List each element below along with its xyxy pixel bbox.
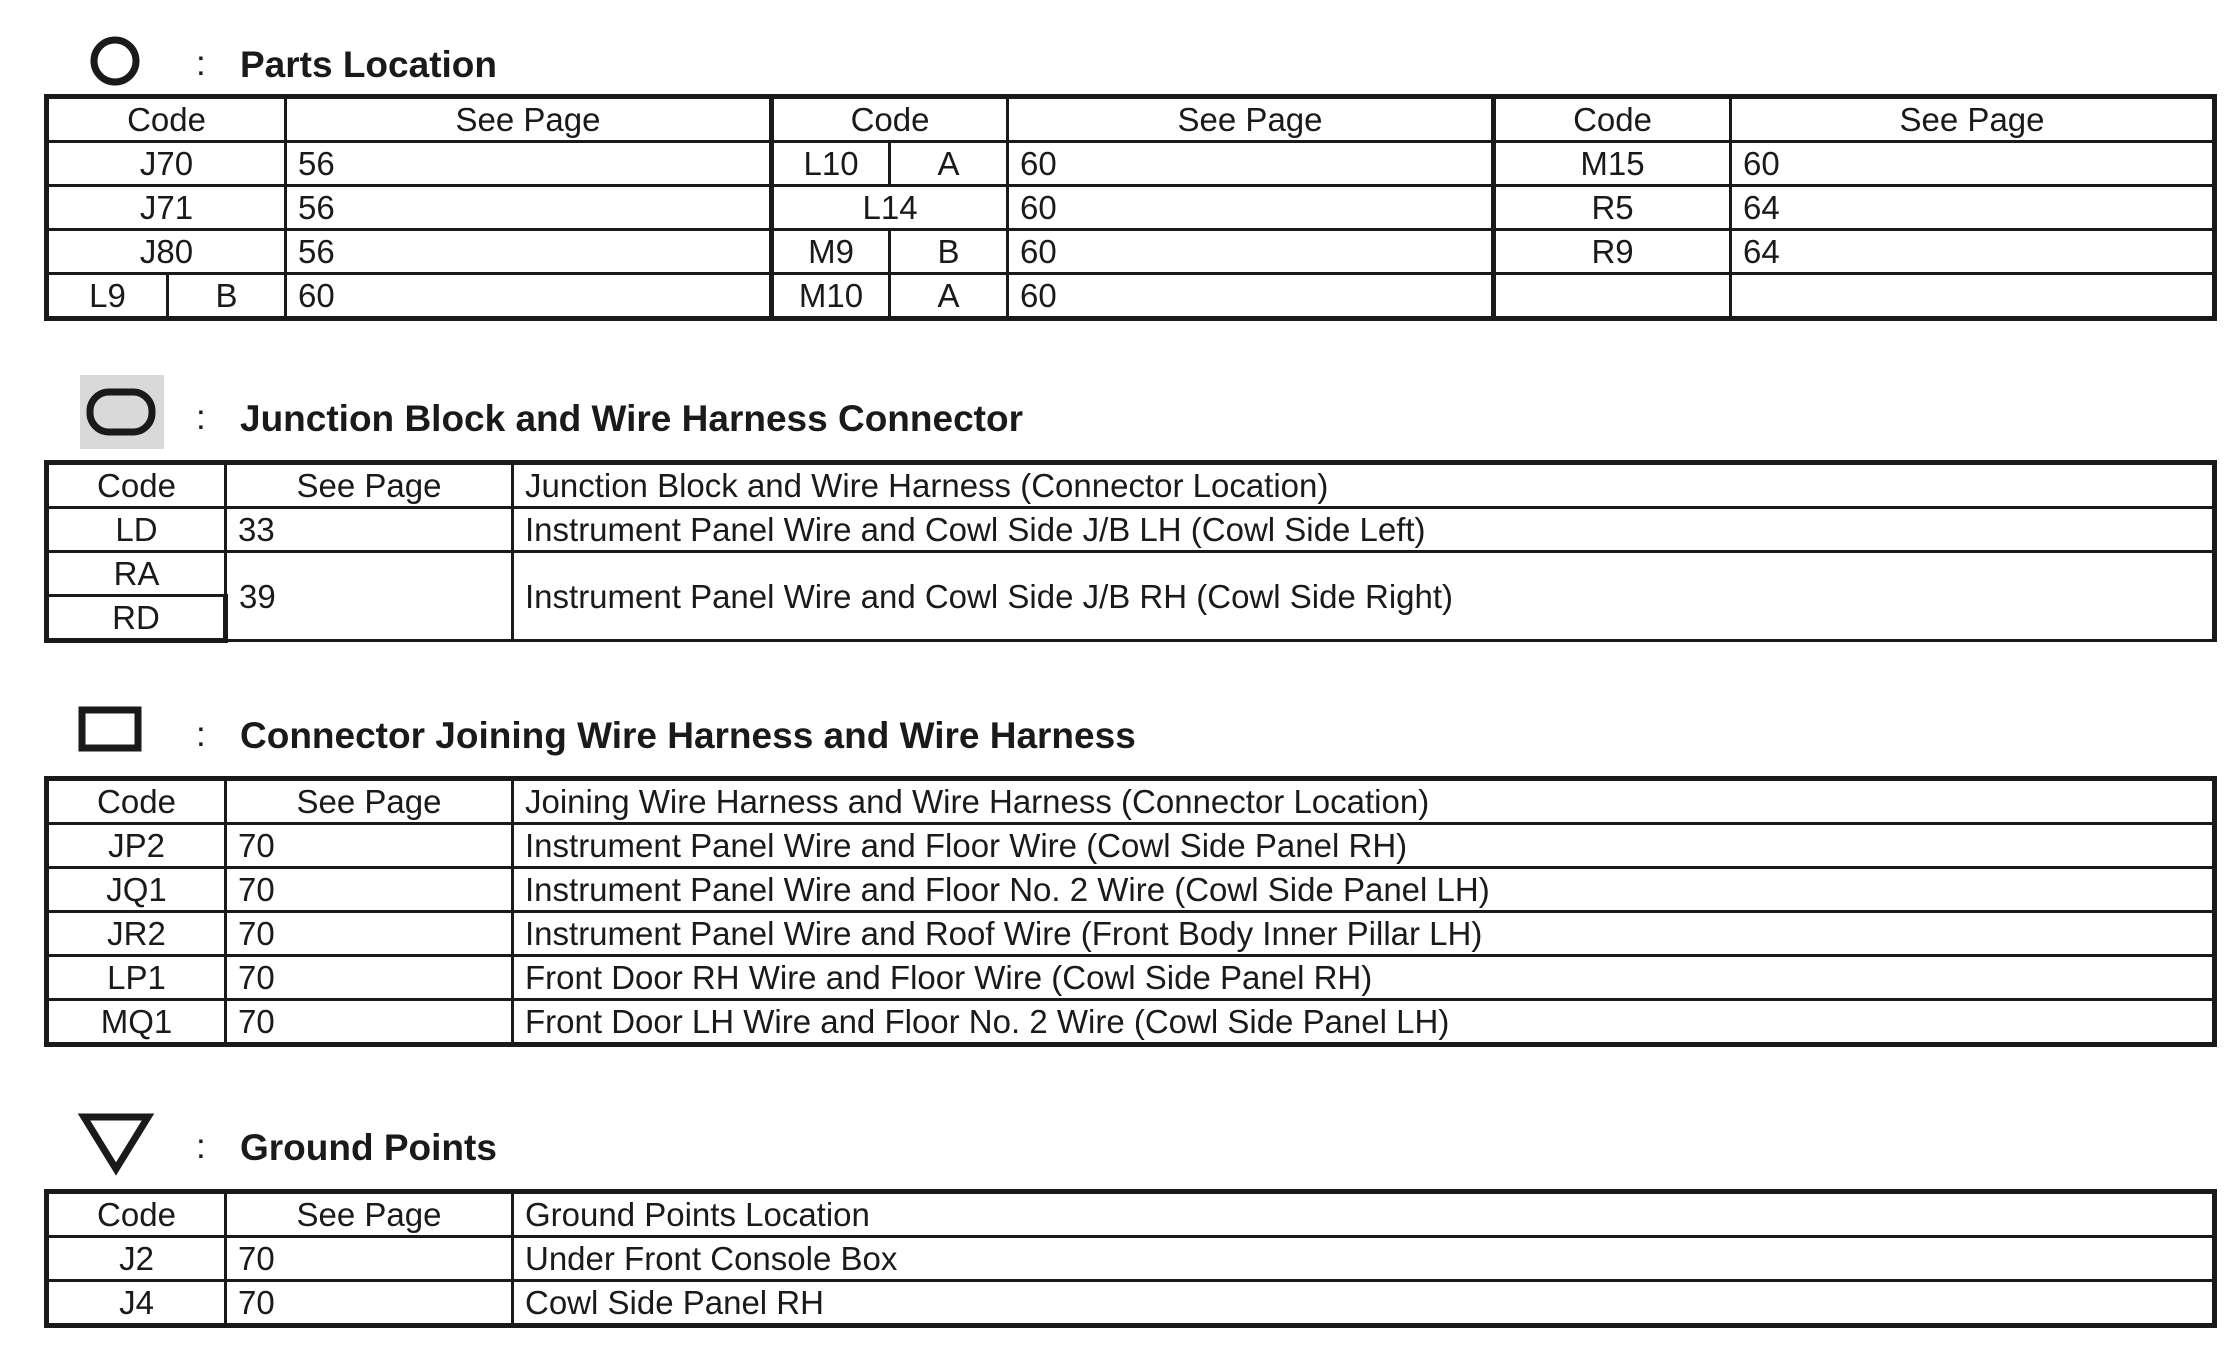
- table-row: [47, 230, 2215, 274]
- ground-points-table: [44, 1189, 2217, 1328]
- square-icon: [78, 705, 144, 755]
- circle-icon: [88, 34, 142, 88]
- table-header-row: [47, 463, 2215, 508]
- page-cell: 60: [1008, 142, 1494, 186]
- page-cell: 39: [226, 552, 513, 641]
- table-row: [47, 142, 2215, 186]
- section-colon: :: [196, 398, 206, 437]
- header-cell: Code: [47, 779, 226, 824]
- header-cell: Code: [47, 1192, 226, 1237]
- page-cell: 70: [226, 1281, 513, 1326]
- table-row: [47, 956, 2215, 1000]
- parts-location-table: [44, 94, 2217, 321]
- page-cell: 70: [226, 868, 513, 912]
- page-cell: [1731, 274, 2215, 319]
- desc-cell: Instrument Panel Wire and Floor Wire (Cowl Side Panel RH): [513, 824, 2215, 868]
- code-cell: JP2: [47, 824, 226, 868]
- table-row: [47, 824, 2215, 868]
- page-cell: 60: [286, 274, 772, 319]
- code-cell: RA: [47, 552, 226, 596]
- code-cell: J2: [47, 1237, 226, 1281]
- header-cell: Code: [47, 97, 286, 142]
- header-cell: See Page: [1731, 97, 2215, 142]
- page-cell: 60: [1008, 274, 1494, 319]
- code-cell: J80: [47, 230, 286, 274]
- table-header-row: [47, 97, 2215, 142]
- header-cell: Junction Block and Wire Harness (Connector Location): [513, 463, 2215, 508]
- desc-cell: Front Door LH Wire and Floor No. 2 Wire (Cowl Side Panel LH): [513, 1000, 2215, 1045]
- ground-points-header: [0, 1113, 2240, 1193]
- table-header-row: [47, 1192, 2215, 1237]
- header-cell: Code: [1494, 97, 1731, 142]
- triangle-down-icon: [76, 1109, 156, 1179]
- page-cell: 70: [226, 1000, 513, 1045]
- code-cell: RD: [47, 596, 226, 641]
- section-colon: :: [196, 1127, 206, 1166]
- table-row: [47, 186, 2215, 230]
- table-row: [47, 1237, 2215, 1281]
- section-title: Junction Block and Wire Harness Connector: [240, 398, 1023, 439]
- code-cell: [1494, 274, 1731, 319]
- code-cell: JQ1: [47, 868, 226, 912]
- desc-cell: Cowl Side Panel RH: [513, 1281, 2215, 1326]
- header-cell: Code: [47, 463, 226, 508]
- page-cell: 70: [226, 956, 513, 1000]
- code-cell: J71: [47, 186, 286, 230]
- sub-code-cell: A: [890, 274, 1008, 319]
- section-colon: :: [196, 715, 206, 754]
- table-header-row: [47, 779, 2215, 824]
- page-cell: 70: [226, 1237, 513, 1281]
- code-cell: M9: [772, 230, 890, 274]
- header-cell: See Page: [226, 779, 513, 824]
- desc-cell: Instrument Panel Wire and Cowl Side J/B LH (Cowl Side Left): [513, 508, 2215, 552]
- desc-cell: Instrument Panel Wire and Floor No. 2 Wire (Cowl Side Panel LH): [513, 868, 2215, 912]
- desc-cell: Instrument Panel Wire and Cowl Side J/B RH (Cowl Side Right): [513, 552, 2215, 641]
- table-row: [47, 508, 2215, 552]
- section-colon: :: [196, 44, 206, 83]
- code-cell: J4: [47, 1281, 226, 1326]
- code-cell: LD: [47, 508, 226, 552]
- code-cell: M15: [1494, 142, 1731, 186]
- header-cell: See Page: [226, 463, 513, 508]
- page-cell: 60: [1008, 230, 1494, 274]
- page-cell: 56: [286, 142, 772, 186]
- sub-code-cell: A: [890, 142, 1008, 186]
- page-cell: 64: [1731, 186, 2215, 230]
- header-cell: See Page: [286, 97, 772, 142]
- desc-cell: Under Front Console Box: [513, 1237, 2215, 1281]
- desc-cell: Front Door RH Wire and Floor Wire (Cowl Side Panel RH): [513, 956, 2215, 1000]
- connector-joining-table: [44, 776, 2217, 1047]
- page-cell: 33: [226, 508, 513, 552]
- code-cell: L14: [772, 186, 1008, 230]
- page-cell: 56: [286, 230, 772, 274]
- table-row: [47, 552, 2215, 596]
- rounded-rect-icon-bg: [80, 375, 164, 449]
- table-row: [47, 912, 2215, 956]
- section-title: Parts Location: [240, 44, 497, 85]
- table-row: [47, 1000, 2215, 1045]
- header-cell: Ground Points Location: [513, 1192, 2215, 1237]
- header-cell: Code: [772, 97, 1008, 142]
- sub-code-cell: B: [890, 230, 1008, 274]
- code-cell: MQ1: [47, 1000, 226, 1045]
- code-cell: LP1: [47, 956, 226, 1000]
- sub-code-cell: B: [168, 274, 286, 319]
- code-cell: L10: [772, 142, 890, 186]
- page-cell: 56: [286, 186, 772, 230]
- code-cell: M10: [772, 274, 890, 319]
- table-row: [47, 868, 2215, 912]
- table-row: [47, 274, 2215, 319]
- page-cell: 70: [226, 912, 513, 956]
- code-cell: JR2: [47, 912, 226, 956]
- desc-cell: Instrument Panel Wire and Roof Wire (Front Body Inner Pillar LH): [513, 912, 2215, 956]
- page-cell: 64: [1731, 230, 2215, 274]
- section-title: Connector Joining Wire Harness and Wire Harness: [240, 715, 1136, 756]
- section-title: Ground Points: [240, 1127, 497, 1168]
- connector-joining-header: [0, 701, 2240, 781]
- table-row: [47, 1281, 2215, 1326]
- header-cell: See Page: [226, 1192, 513, 1237]
- page-cell: 60: [1008, 186, 1494, 230]
- page-cell: 70: [226, 824, 513, 868]
- rounded-rect-icon: [80, 375, 164, 449]
- header-cell: Joining Wire Harness and Wire Harness (Connector Location): [513, 779, 2215, 824]
- junction-block-table: [44, 460, 2217, 643]
- code-cell: R5: [1494, 186, 1731, 230]
- code-cell: R9: [1494, 230, 1731, 274]
- page-cell: 60: [1731, 142, 2215, 186]
- code-cell: L9: [47, 274, 168, 319]
- junction-block-header: [0, 384, 2240, 464]
- header-cell: See Page: [1008, 97, 1494, 142]
- code-cell: J70: [47, 142, 286, 186]
